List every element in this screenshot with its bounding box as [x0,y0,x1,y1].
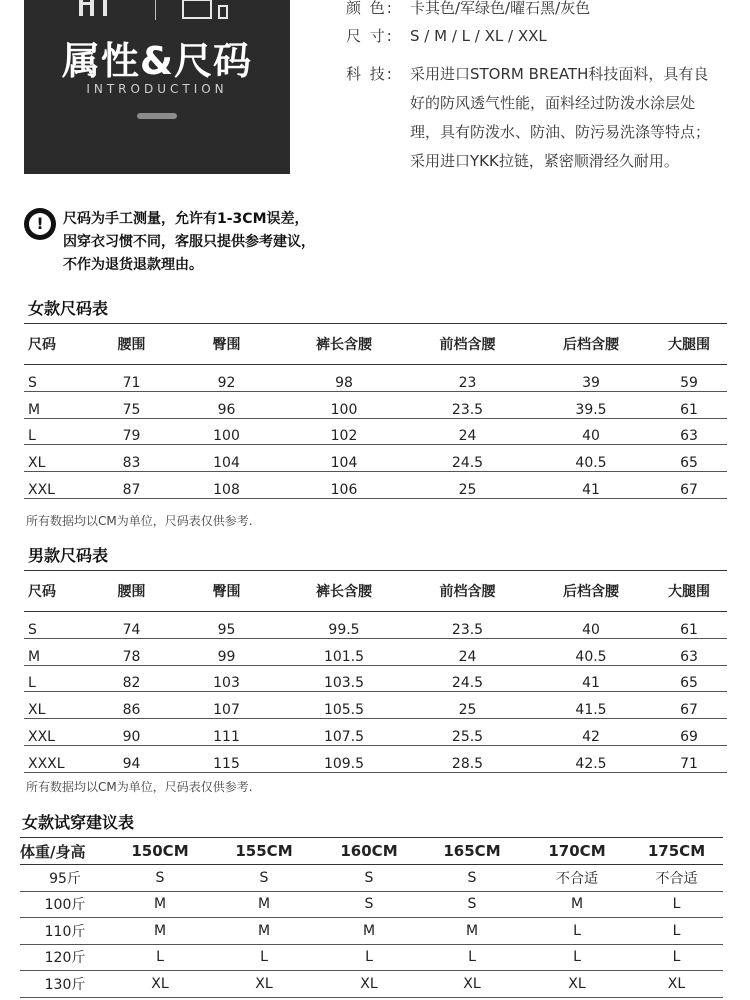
table-cell: 120斤 [20,944,110,971]
table-cell: 不合适 [524,865,630,892]
table-cell: 95 [169,612,284,639]
men-size-table-title: 男款尺码表 [28,546,109,565]
table-cell: 106 [284,472,404,499]
table-cell: L [524,918,630,945]
table-cell: 41 [531,472,651,499]
table-cell: 24.5 [404,445,531,472]
table-cell: S [210,865,318,892]
table-row [24,665,727,692]
table-cell: L [210,944,318,971]
table-cell: 98 [284,365,404,392]
table-cell: 39 [531,365,651,392]
table-cell: S [318,865,420,892]
table-cell: 61 [651,391,727,418]
table-cell: 102 [284,418,404,445]
spec-tech-label: 科 技: [346,65,394,83]
women-size-table [24,323,727,499]
table-cell: 99 [169,638,284,665]
men-size-table [24,570,727,773]
table-cell: M [420,918,524,945]
table-cell: 96 [169,391,284,418]
table-row [20,944,723,971]
col-header-155cm: 155CM [210,838,318,865]
table-cell: 24 [404,638,531,665]
col-header-size: 尺码 [24,324,94,365]
table-cell: L [420,944,524,971]
table-cell: XL [524,971,630,998]
table-cell: 94 [94,745,169,772]
col-header-hip: 臀围 [169,324,284,365]
table-cell: 87 [94,472,169,499]
table-cell: S [24,365,94,392]
table-cell: 104 [169,445,284,472]
col-header-back-rise: 后档含腰 [531,571,651,612]
women-size-table-title: 女款尺码表 [28,299,109,318]
table-row [24,745,727,772]
spec-size-row [346,22,547,50]
table-cell: XXL [24,472,94,499]
table-cell: 79 [94,418,169,445]
table-cell: 24 [404,418,531,445]
table-row [24,719,727,746]
spec-tech-value: 采用进口STORM BREATH科技面料，具有良好的防风透气性能，面料经过防泼水涂层处理，具有防泼水、防油、防污易洗涤等特点；采用进口YKK拉链，紧密顺滑经久耐用。 [410,65,711,170]
table-cell: 111 [169,719,284,746]
table-row [20,891,723,918]
table-cell: L [318,944,420,971]
banner-decoration-icons [24,0,290,20]
col-header-size: 尺码 [24,571,94,612]
fit-suggestion-title: 女款试穿建议表 [22,813,135,832]
table-cell: M [24,638,94,665]
banner-divider-bar [137,113,177,119]
table-cell: 42.5 [531,745,651,772]
table-cell: 83 [94,445,169,472]
table-cell: S [420,865,524,892]
spec-color-label: 颜 色: [346,0,394,17]
table-cell: 23.5 [404,391,531,418]
table-cell: 103.5 [284,665,404,692]
table-cell: L [630,891,723,918]
table-row [24,365,727,392]
spec-size-value: S / M / L / XL / XXL [410,27,547,45]
table-cell: XL [210,971,318,998]
table-cell: L [24,418,94,445]
table-cell: S [318,891,420,918]
measurement-notice [63,208,383,277]
table-cell: 24.5 [404,665,531,692]
col-header-weight-height: 体重/身高 [20,838,110,865]
table-cell: 63 [651,638,727,665]
table-cell: L [110,944,210,971]
fit-suggestion-table [20,837,723,998]
col-header-thigh: 大腿围 [651,571,727,612]
table-cell: 82 [94,665,169,692]
table-cell: 25 [404,692,531,719]
table-cell: L [524,944,630,971]
table-header-row [24,571,727,612]
table-cell: S [24,612,94,639]
exclamation-circle-icon: ! [24,208,56,240]
table-cell: 92 [169,365,284,392]
table-cell: 23.5 [404,612,531,639]
table-cell: M [110,918,210,945]
table-cell: M [210,918,318,945]
table-cell: 25 [404,472,531,499]
table-row [24,445,727,472]
notice-line-3: 不作为退货退款理由。 [63,257,203,273]
table-cell: 110斤 [20,918,110,945]
spec-color-row [346,0,590,22]
table-cell: 39.5 [531,391,651,418]
table-cell: 65 [651,445,727,472]
table-cell: 104 [284,445,404,472]
table-cell: 40.5 [531,638,651,665]
col-header-back-rise: 后档含腰 [531,324,651,365]
col-header-front-rise: 前档含腰 [404,324,531,365]
table-cell: 28.5 [404,745,531,772]
table-row [20,918,723,945]
table-cell: 59 [651,365,727,392]
table-cell: XL [24,692,94,719]
col-header-170cm: 170CM [524,838,630,865]
table-cell: 40 [531,418,651,445]
col-header-175cm: 175CM [630,838,723,865]
table-cell: 115 [169,745,284,772]
col-header-thigh: 大腿围 [651,324,727,365]
table-cell: 40 [531,612,651,639]
spec-size-label: 尺 寸: [346,27,394,45]
table-cell: 74 [94,612,169,639]
col-header-150cm: 150CM [110,838,210,865]
table-cell: 40.5 [531,445,651,472]
table-cell: M [110,891,210,918]
table-cell: 61 [651,612,727,639]
table-cell: 65 [651,665,727,692]
table-cell: 71 [94,365,169,392]
table-cell: 25.5 [404,719,531,746]
table-cell: L [24,665,94,692]
men-table-note: 所有数据均以CM为单位，尺码表仅供参考. [26,780,253,794]
women-table-note: 所有数据均以CM为单位，尺码表仅供参考. [26,514,253,528]
table-row [20,865,723,892]
table-cell: L [630,918,723,945]
table-cell: 100 [169,418,284,445]
table-row [24,472,727,499]
table-row [20,971,723,998]
table-cell: S [110,865,210,892]
table-cell: 75 [94,391,169,418]
table-header-row [24,324,727,365]
table-cell: 41.5 [531,692,651,719]
notice-line-2: 因穿衣习惯不同，客服只提供参考建议， [63,234,315,250]
col-header-165cm: 165CM [420,838,524,865]
table-cell: L [630,944,723,971]
table-cell: 67 [651,472,727,499]
table-cell: 78 [94,638,169,665]
banner-subtitle: INTRODUCTION [86,82,228,96]
table-row [24,418,727,445]
table-cell: 86 [94,692,169,719]
table-cell: 71 [651,745,727,772]
spec-tech-row [346,60,410,88]
table-cell: XL [420,971,524,998]
table-cell: 107 [169,692,284,719]
table-cell: 99.5 [284,612,404,639]
table-cell: XL [24,445,94,472]
table-cell: 42 [531,719,651,746]
table-cell: 90 [94,719,169,746]
table-cell: 100斤 [20,891,110,918]
table-cell: 108 [169,472,284,499]
notice-line-1: 尺码为手工测量，允许有1-3CM误差， [63,211,309,227]
col-header-length: 裤长含腰 [284,324,404,365]
col-header-waist: 腰围 [94,571,169,612]
col-header-hip: 臀围 [169,571,284,612]
table-cell: M [210,891,318,918]
table-cell: 130斤 [20,971,110,998]
table-cell: 67 [651,692,727,719]
table-row [24,391,727,418]
table-cell: XL [630,971,723,998]
table-row [24,638,727,665]
table-cell: 101.5 [284,638,404,665]
col-header-waist: 腰围 [94,324,169,365]
table-cell: 不合适 [630,865,723,892]
col-header-front-rise: 前档含腰 [404,571,531,612]
table-cell: XXXL [24,745,94,772]
table-cell: XL [318,971,420,998]
table-cell: 107.5 [284,719,404,746]
table-cell: XL [110,971,210,998]
table-cell: S [420,891,524,918]
table-cell: 103 [169,665,284,692]
table-cell: 100 [284,391,404,418]
table-header-row [20,838,723,865]
spec-color-value: 卡其色/军绿色/曜石黑/灰色 [410,0,591,17]
attributes-banner [24,0,290,174]
table-cell: M [24,391,94,418]
table-cell: 23 [404,365,531,392]
table-cell: 109.5 [284,745,404,772]
table-row [24,612,727,639]
table-cell: M [318,918,420,945]
banner-title: 属性&尺码 [61,39,253,83]
table-row [24,692,727,719]
table-cell: XXL [24,719,94,746]
table-cell: 69 [651,719,727,746]
table-cell: 105.5 [284,692,404,719]
col-header-length: 裤长含腰 [284,571,404,612]
table-cell: 63 [651,418,727,445]
table-cell: 95斤 [20,865,110,892]
table-cell: 41 [531,665,651,692]
col-header-160cm: 160CM [318,838,420,865]
table-cell: M [524,891,630,918]
